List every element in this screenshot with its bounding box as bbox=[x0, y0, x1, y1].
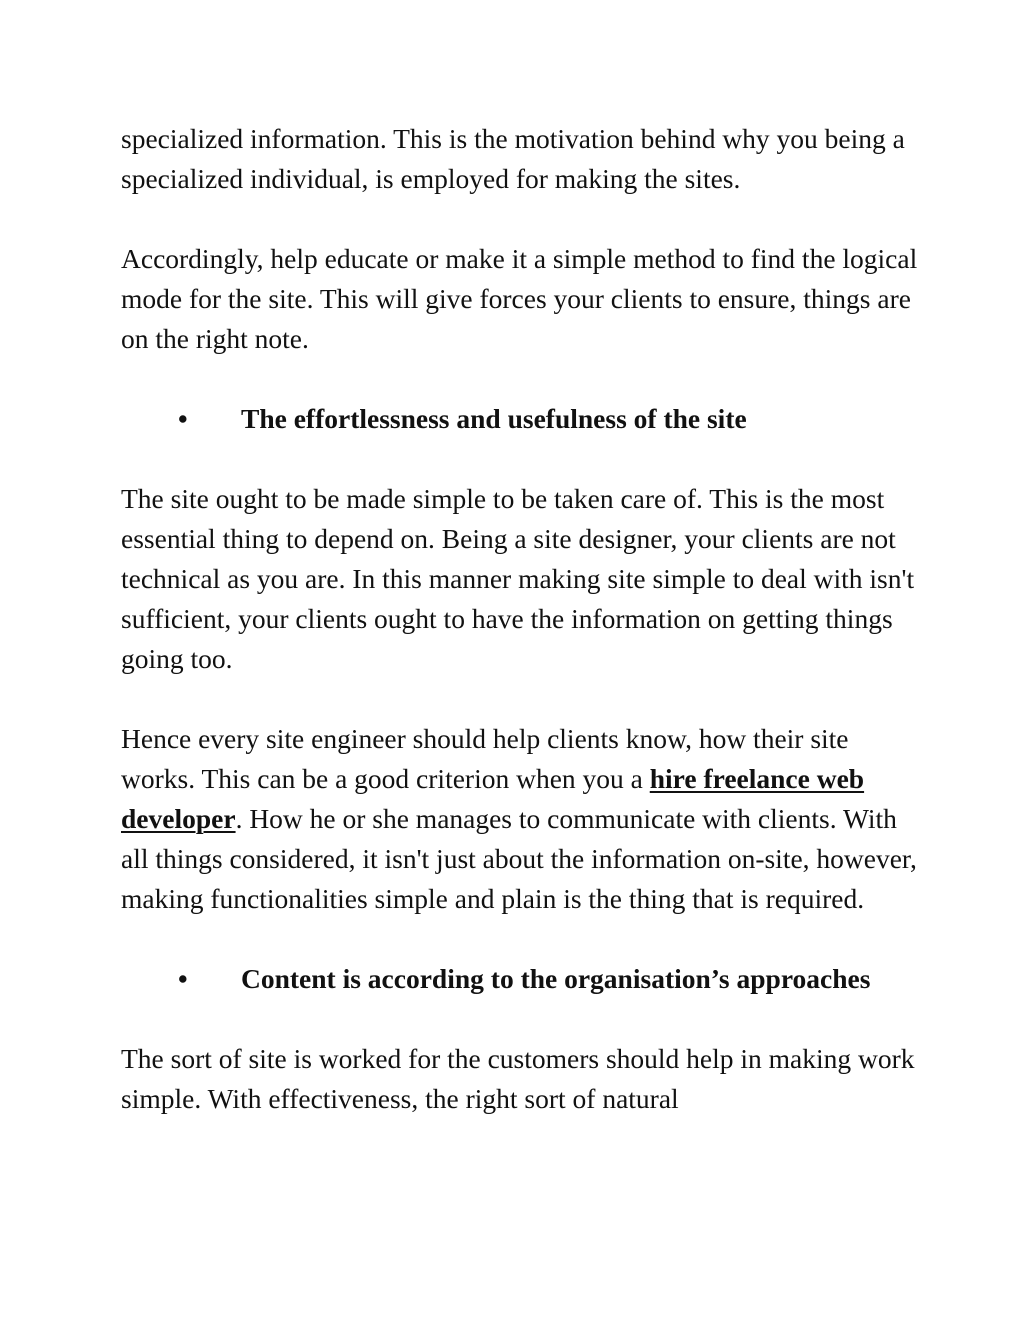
paragraph-4-text-before: Hence every site engineer should help clients know, how their site works. This can be a good criterion when you a bbox=[121, 723, 849, 794]
paragraph-3: The site ought to be made simple to be taken care of. This is the most essential thing to depend on. Being a site designer, your clients are not technical as you are. In this manner making site simple to deal with isn't sufficient, your clients ought to have the information on getting things going too. bbox=[121, 483, 915, 674]
bullet-heading-1 bbox=[121, 399, 921, 439]
paragraph-4 bbox=[121, 719, 921, 919]
bullet-heading-2-text: Content is according to the organisation’s approaches bbox=[241, 963, 871, 994]
bullet-heading-1-text: The effortlessness and usefulness of the site bbox=[241, 403, 747, 434]
paragraph-5: The sort of site is worked for the customers should help in making work simple. With effectiveness, the right sort of natural bbox=[121, 1043, 915, 1114]
paragraph-4-text-after: . How he or she manages to communicate with clients. With all things considered, it isn't just about the information on-site, however, making functionalities simple and plain is the thing that is required. bbox=[121, 803, 917, 914]
document-body bbox=[121, 119, 921, 1159]
paragraph-1: specialized information. This is the motivation behind why you being a specialized individual, is employed for making the sites. bbox=[121, 123, 905, 194]
hire-freelance-web-developer-link[interactable]: hire freelance web developer bbox=[121, 763, 865, 834]
paragraph-2: Accordingly, help educate or make it a simple method to find the logical mode for the site. This will give forces your clients to ensure, things are on the right note. bbox=[121, 243, 918, 354]
bullet-dot-icon: • bbox=[178, 963, 188, 994]
bullet-dot-icon: • bbox=[178, 403, 188, 434]
bullet-heading-2 bbox=[121, 959, 921, 999]
